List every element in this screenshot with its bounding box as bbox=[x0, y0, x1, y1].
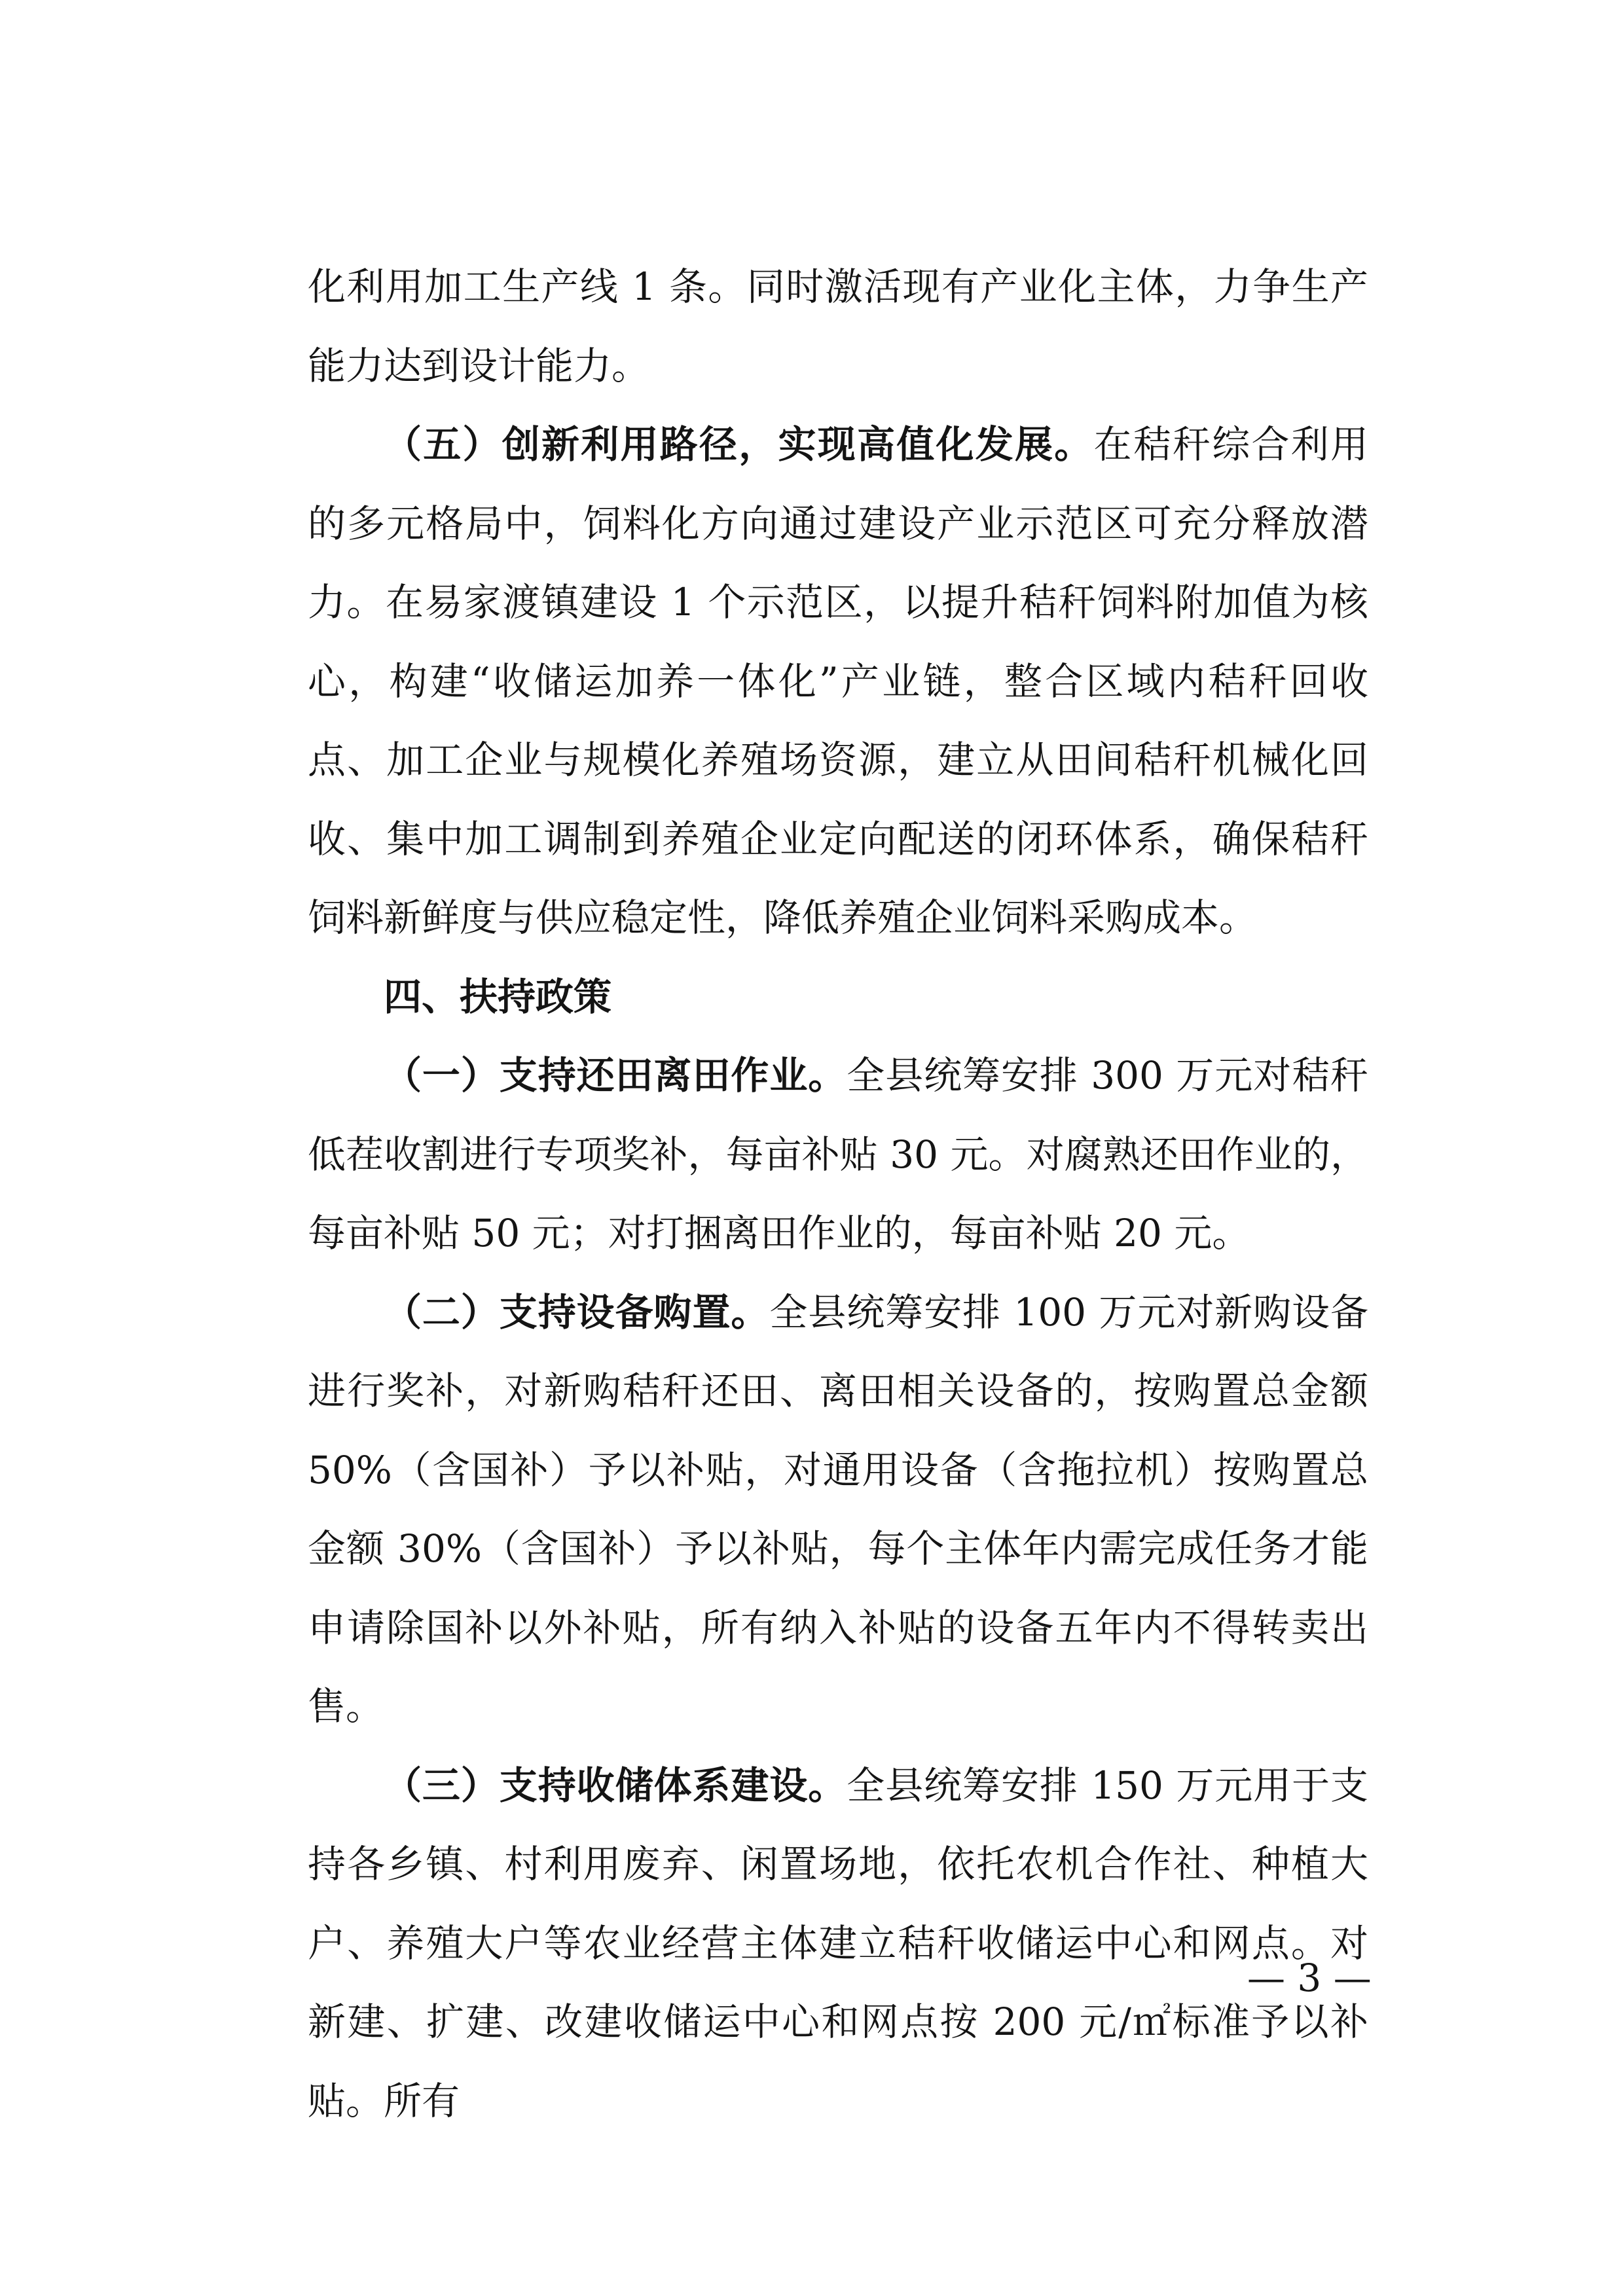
paragraph-continued bbox=[308, 247, 1368, 405]
paragraph-lead: （五）创新利用路径，实现高值化发展。 bbox=[384, 422, 1094, 467]
paragraph-text: 全县统筹安排 300 万元对秸秆低茬收割进行专项奖补，每亩补贴 30 元。对腐熟还田作业的，每亩补贴 50 元；对打捆离田作业的，每亩补贴 20 元。 bbox=[308, 1053, 1368, 1255]
paragraph-text: 化利用加工生产线 1 条。同时激活现有产业化主体，力争生产能力达到设计能力。 bbox=[308, 264, 1368, 388]
section-heading: 四、扶持政策 bbox=[384, 974, 612, 1019]
paragraph-policy-three bbox=[308, 1746, 1372, 2141]
paragraph-lead: （三）支持收储体系建设。 bbox=[384, 1763, 847, 1808]
paragraph-policy-two bbox=[308, 1273, 1368, 1746]
paragraph-text: 在秸秆综合利用的多元格局中，饲料化方向通过建设产业示范区可充分释放潜力。在易家渡镇建设 1 个示范区，以提升秸秆饲料附加值为核心，构建“收储运加养一体化”产业链，整合区域内秸秆回收点、加工企业与规模化养殖场资源，建立从田间秸秆机械化回收、集中加工调制到养殖企业定向配送的闭环体系，确保秸秆饲料新鲜度与供应稳定性，降低养殖企业饲料采购成本。 bbox=[308, 422, 1368, 940]
paragraph-section-five bbox=[308, 405, 1368, 958]
paragraph-lead: （二）支持设备购置。 bbox=[384, 1289, 770, 1335]
body-text bbox=[308, 247, 1372, 2140]
paragraph-lead: （一）支持还田离田作业。 bbox=[384, 1053, 847, 1098]
page-number: — 3 — bbox=[1247, 1956, 1372, 2000]
paragraph-text: 全县统筹安排 100 万元对新购设备进行奖补，对新购秸秆还田、离田相关设备的，按购置总金额 50%（含国补）予以补贴，对通用设备（含拖拉机）按购置总金额 30%（含国补）予以补贴，每个主体年内需完成任务才能申请除国补以外补贴，所有纳入补贴的设备五年内不得转卖出售。 bbox=[308, 1289, 1368, 1729]
paragraph-policy-one bbox=[308, 1036, 1368, 1273]
paragraph-text: 全县统筹安排 150 万元用于支持各乡镇、村利用废弃、闲置场地，依托农机合作社、种植大户、养殖大户等农业经营主体建立秸秆收储运中心和网点。对新建、扩建、改建收储运中心和网点按 200 元/㎡标准予以补贴。所有 bbox=[308, 1763, 1368, 2123]
